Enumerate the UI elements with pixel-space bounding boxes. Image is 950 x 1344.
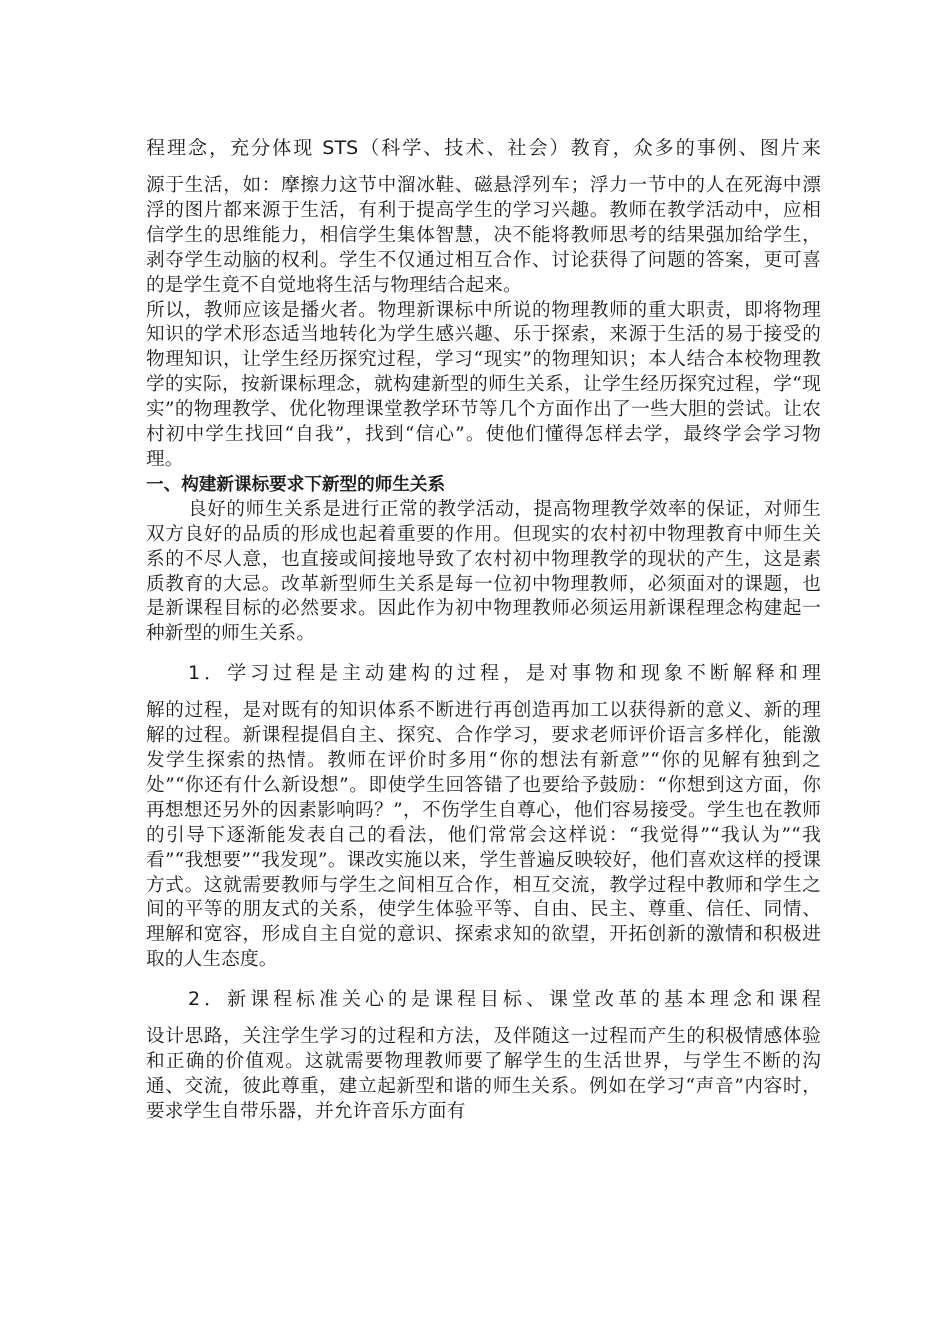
item-1-lead-line: 1．学习过程是主动建构的过程，是对事物和现象不断解释和理 (188, 662, 821, 685)
section-heading: 一、构建新课标要求下新型的师生关系 (146, 474, 446, 495)
paragraph-2: 所以，教师应该是播火者。物理新课标中所说的物理教师的重大职责，即将物理知识的学术形态适当地转化为学生感兴趣、乐于探索，来源于生活的易于接受的物理知识，让学生经历探究过程，学习“现实”的物理知识；本人结合本校物理教学的实际，按新课标理念，就构建新型的师生关系，让学生经历探究过程，学“现实”的物理教学、优化物理课堂教学环节等几个方面作出了一些大胆的尝试。让农村初中学生找回“自我”，找到“信心”。使他们懂得怎样去学，最终学会学习物理。 (146, 299, 821, 470)
paragraph-1: 源于生活，如：摩擦力这节中溜冰鞋、磁悬浮列车；浮力一节中的人在死海中漂浮的图片都来源于生活，有利于提高学生的学习兴趣。教师在教学活动中，应相信学生的思维能力，相信学生集体智慧，决不能将教师思考的结果强加给学生，剥夺学生动脑的权利。学生不仅通过相互合作、讨论获得了问题的答案，更可喜的是学生竟不自觉地将生活与物理结合起来。 (146, 175, 821, 296)
document-body (146, 134, 821, 1125)
first-line: 程理念，充分体现 STS（科学、技术、社会）教育，众多的事例、图片来 (146, 137, 821, 159)
item-1-body: 解的过程，是对既有的知识体系不断进行再创造再加工以获得新的意义、新的理解的过程。新课程提倡自主、探究、合作学习，要求老师评价语言多样化，能激发学生探索的热情。教师在评价时多用“你的想法有新意”“你的见解有独到之处”“你还有什么新设想”。即使学生回答错了也要给予鼓励：“你想到这方面，你再想想还另外的因素影响吗？”，不伤学生自尊心，他们容易接受。学生也在教师的引导下逐渐能发表自己的看法，他们常常会这样说：“我觉得”“我认为”“我看”“我想要”“我发现”。课改实施以来，学生普遍反映较好，他们喜欢这样的授课方式。这就需要教师与学生之间相互合作，相互交流，教学过程中教师和学生之间的平等的朋友式的关系，使学生体验平等、自由、民主、尊重、信任、同情、理解和宽容，形成自主自觉的意识、探索求知的欲望，开拓创新的激情和积极进取的人生态度。 (146, 700, 821, 971)
item-2-lead-line: 2．新课程标准关心的是课程目标、课堂改革的基本理念和课程 (188, 988, 821, 1011)
paragraph-3: 良好的师生关系是进行正常的教学活动，提高物理教学效率的保证，对师生双方良好的品质的形成也起着重要的作用。但现实的农村初中物理教育中师生关系的不尽人意，也直接或间接地导致了农村初中物理教学的现状的产生，这是素质教育的大忌。改革新型师生关系是每一位初中物理教师，必须面对的课题，也是新课程目标的必然要求。因此作为初中物理教师必须运用新课程理念构建起一种新型的师生关系。 (146, 498, 821, 645)
item-2-body: 设计思路，关注学生学习的过程和方法，及伴随这一过程而产生的积极情感体验和正确的价值观。这就需要物理教师要了解学生的生活世界，与学生不断的沟通、交流，彼此尊重，建立起新型和谐的师生关系。例如在学习“声音”内容时，要求学生自带乐器，并允许音乐方面有 (146, 1026, 821, 1122)
